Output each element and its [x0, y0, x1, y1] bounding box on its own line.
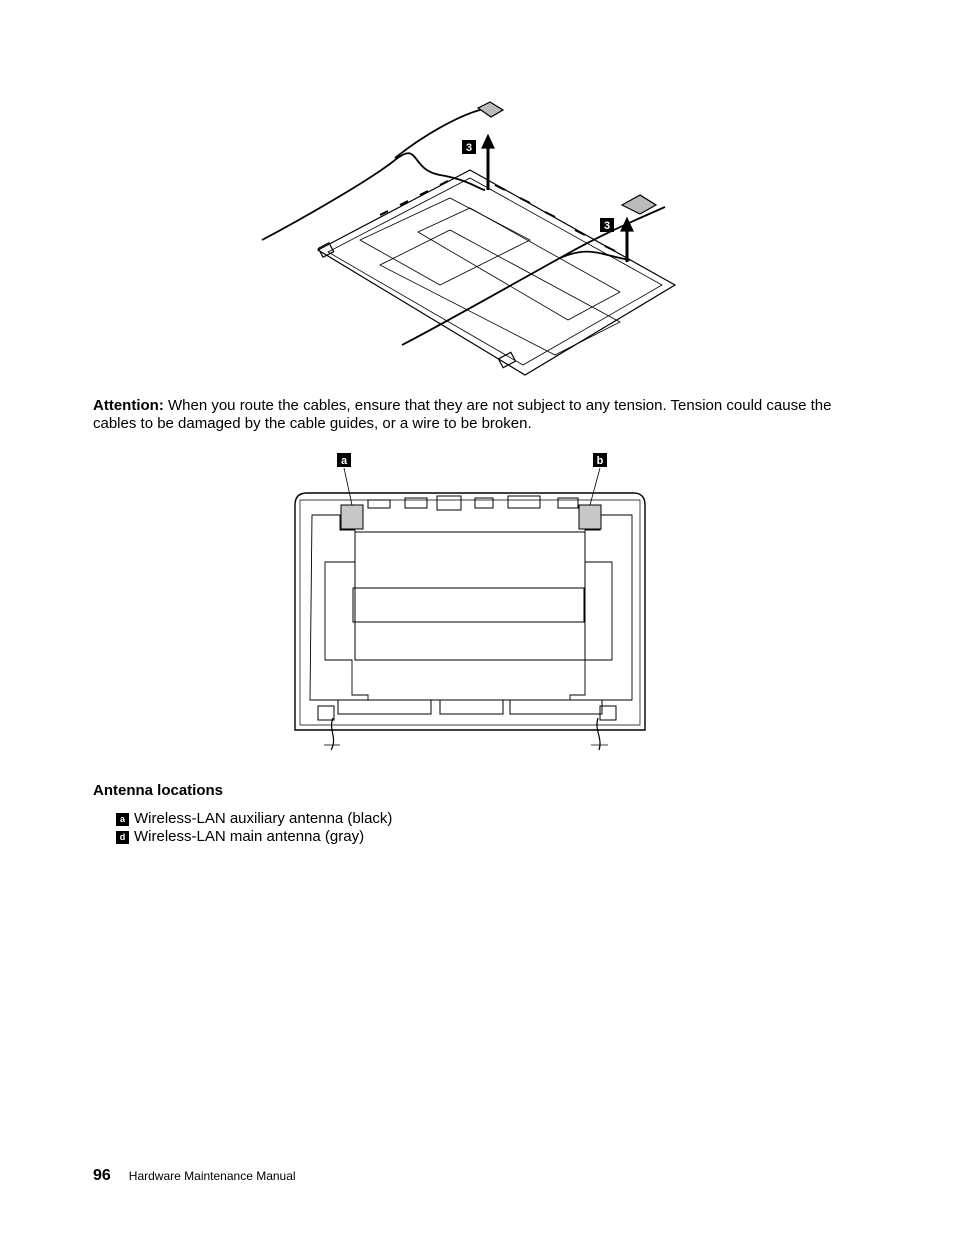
lcd-cover-top-view-figure: [285, 445, 665, 760]
antenna-locations-heading: Antenna locations: [93, 782, 224, 799]
legend-item: [116, 828, 392, 846]
callout-3-label-1: 3: [465, 142, 473, 154]
page-number: 96: [93, 1167, 111, 1184]
attention-label: Attention:: [93, 397, 164, 414]
callout-a-label: a: [340, 455, 348, 467]
callout-b-label: b: [596, 455, 604, 467]
legend-badge-d: d: [116, 831, 129, 844]
manual-title: Hardware Maintenance Manual: [128, 1169, 296, 1183]
attention-text: When you route the cables, ensure that they are not subject to any tension. Tension could cause the cables to be damaged by the cable guides, or a wire to be broken.: [93, 397, 832, 432]
legend-item: [116, 810, 392, 828]
legend-label-aux: Wireless-LAN auxiliary antenna (black): [134, 810, 393, 827]
antenna-a-pad: [341, 505, 363, 529]
legend-badge-a: a: [116, 813, 129, 826]
antenna-b-pad: [579, 505, 601, 529]
legend-label-main: Wireless-LAN main antenna (gray): [134, 828, 365, 845]
lcd-cover-perspective-figure: [250, 95, 700, 385]
page-footer: [93, 1167, 296, 1185]
callout-3-label-2: 3: [603, 220, 611, 232]
antenna-legend: [116, 810, 392, 846]
attention-note: [93, 397, 863, 433]
